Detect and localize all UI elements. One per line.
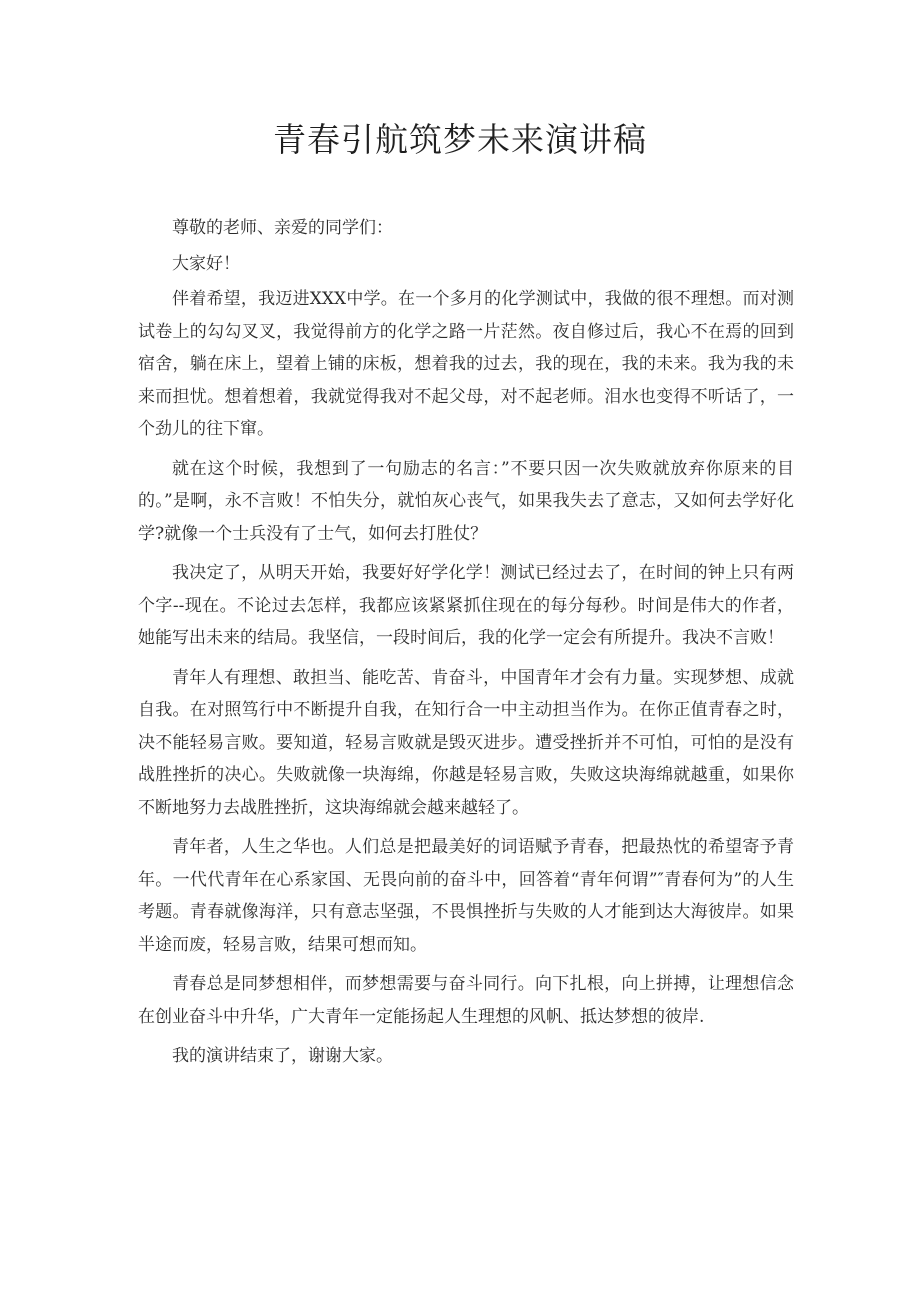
paragraph: 就在这个时候，我想到了一句励志的名言：”不要只因一次失败就放弃你原来的目的。”是啊，永不言败！不怕失分，就怕灰心丧气，如果我失去了意志，又如何去学好化学?就像一个士兵没有了士气，如何去打胜仗？ bbox=[138, 458, 794, 544]
paragraph: 我决定了，从明天开始，我要好好学化学！测试已经过去了，在时间的钟上只有两个字--现在。不论过去怎样，我都应该紧紧抓住现在的每分每秒。时间是伟大的作者，她能写出未来的结局。我坚信，一段时间后，我的化学一定会有所提升。我决不言败！ bbox=[138, 563, 794, 648]
salutation: 尊敬的老师、亲爱的同学们： bbox=[172, 218, 393, 238]
paragraph: 青年人有理想、敢担当、能吃苦、肯奋斗，中国青年才会有力量。实现梦想、成就自我。在对照笃行中不断提升自我，在知行合一中主动担当作为。在你正值青春之时，决不能轻易言败。要知道，轻易言败就是毁灭进步。遭受挫折并不可怕，可怕的是没有战胜挫折的决心。失败就像一块海绵，你越是轻易言败，失败这块海绵就越重，如果你不断地努力去战胜挫折，这块海绵就会越来越轻了。 bbox=[138, 667, 794, 818]
paragraph: 青春总是同梦想相伴，而梦想需要与奋斗同行。向下扎根，向上拼搏，让理想信念在创业奋斗中升华，广大青年一定能扬起人生理想的风帆、抵达梦想的彼岸. bbox=[138, 974, 794, 1027]
closing: 我的演讲结束了，谢谢大家。 bbox=[172, 1046, 393, 1066]
greeting: 大家好！ bbox=[172, 253, 240, 274]
paragraph: 青年者，人生之华也。人们总是把最美好的词语赋予青春，把最热忱的希望寄予青年。一代代青年在心系家国、无畏向前的奋斗中，回答着“青年何谓”″青春何为”的人生考题。青春就像海洋，只有意志坚强，不畏惧挫折与失败的人才能到达大海彼岸。如果半途而废，轻易言败，结果可想而知。 bbox=[138, 837, 794, 955]
document-body bbox=[138, 212, 794, 1073]
document-title: 青春引航筑梦未来演讲稿 bbox=[273, 120, 647, 159]
paragraph: 伴着希望，我迈进XXX中学。在一个多月的化学测试中，我做的很不理想。而对测试卷上的勾勾叉叉，我觉得前方的化学之路一片茫然。夜自修过后，我心不在焉的回到宿舍，躺在床上，望着上铺的床板，想着我的过去，我的现在，我的未来。我为我的未来而担忧。想着想着，我就觉得我对不起父母，对不起老师。泪水也变得不听话了，一个劲儿的往下窜。 bbox=[138, 289, 794, 439]
